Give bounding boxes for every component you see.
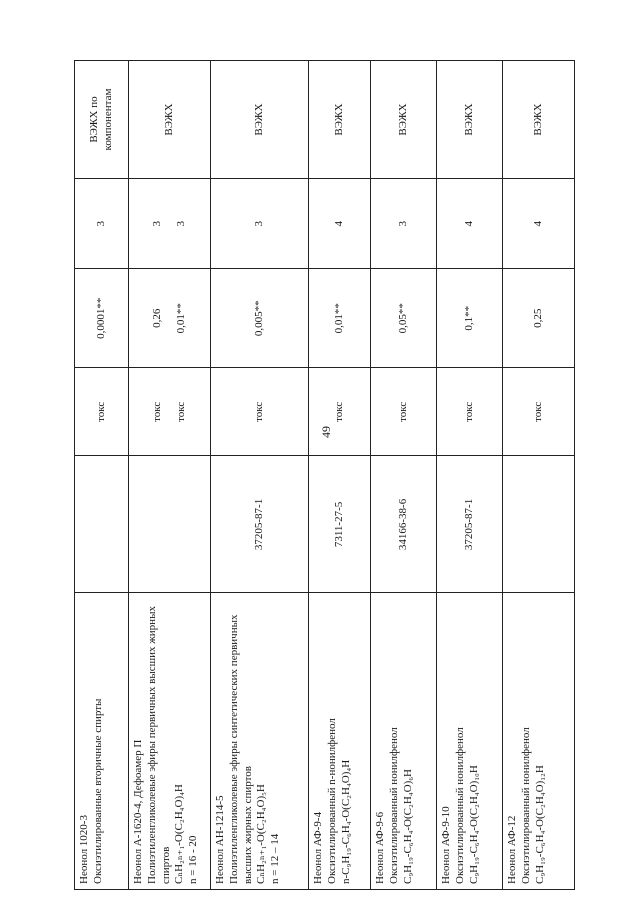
type-cell: токс	[309, 368, 371, 456]
name-line: Оксиэтилированный n-нонилфенол	[325, 718, 338, 884]
value-cell: 0,25	[503, 269, 575, 368]
value-b: 0,01**	[174, 303, 187, 334]
type-cell: токс	[371, 368, 437, 456]
name-cell	[129, 593, 211, 890]
class-a: 3	[150, 220, 163, 227]
name-cell	[437, 593, 503, 890]
table-row	[371, 61, 437, 890]
name-cell	[503, 593, 575, 890]
page-number: 49	[319, 426, 333, 438]
value-cell: 0,005**	[211, 269, 309, 368]
cas-cell: 7311-27-5	[309, 456, 371, 593]
value-cell: 0,05**	[371, 269, 437, 368]
type-cell: токс	[211, 368, 309, 456]
formula-line: C₉H₁₉-C₆H₄-O(C₂H₄O)₁₂H	[533, 765, 546, 884]
class-cell: 3	[75, 179, 129, 269]
cas-cell	[75, 456, 129, 593]
name-line: Неонол 1020-3	[78, 815, 90, 884]
hazard-cell: ВЭЖХ по компонентам	[75, 61, 129, 179]
name-line: Неонол АН-1214-5	[214, 795, 226, 884]
type-cell	[129, 368, 211, 456]
class-cell: 4	[309, 179, 371, 269]
value-cell: 0,0001**	[75, 269, 129, 368]
hazard-cell: ВЭЖХ	[371, 61, 437, 179]
name-cell	[211, 593, 309, 890]
type-cell: токс	[75, 368, 129, 456]
type-cell: токс	[437, 368, 503, 456]
hazard-cell: ВЭЖХ	[309, 61, 371, 179]
hazard-cell: ВЭЖХ	[437, 61, 503, 179]
class-cell: 4	[437, 179, 503, 269]
name-line: Неонол А-1620-4, Дефоамер П	[132, 739, 144, 884]
type-b: токс	[174, 401, 187, 422]
cas-cell: 37205-87-1	[437, 456, 503, 593]
class-b: 3	[174, 220, 187, 227]
formula-line: CₙH₂ₙ₊₁-O(C₂H₄O)₅H	[255, 784, 268, 884]
cas-cell: 37205-87-1	[211, 456, 309, 593]
value-cell: 0,01**	[309, 269, 371, 368]
formula-line: CₙH₂ₙ₊₁-O(C₂H₄O)₄H	[173, 784, 186, 884]
name-line: Неонол АФ-9-10	[440, 806, 452, 884]
table-row	[75, 61, 129, 890]
name-line: Неонол АФ-9-6	[374, 811, 386, 884]
hazard-cell: ВЭЖХ	[503, 61, 575, 179]
type-a: токс	[150, 401, 163, 422]
name-line: Оксиэтилированные вторичные спирты	[91, 698, 104, 884]
formula-line: C₉H₁₉-C₆H₄-O(C₂H₄O)₁₀H	[467, 765, 480, 884]
name-line: Неонол АФ-9-4	[312, 811, 324, 884]
formula-line: n-C₉H₁₉-C₆H₄-O(C₂H₄O)₄H	[339, 759, 352, 884]
name-line: n = 16 - 20	[187, 835, 199, 884]
substances-table	[74, 60, 575, 890]
class-cell: 4	[503, 179, 575, 269]
name-line: Полиэтиленгликолевые эфиры синтетических первичных высших жирных спиртов	[227, 614, 254, 884]
class-cell: 3	[371, 179, 437, 269]
value-a: 0,26	[150, 308, 163, 328]
table-row	[129, 61, 211, 890]
table-row	[211, 61, 309, 890]
formula-line: C₉H₁₉-C₆H₄-O(C₂H₄O)₆H	[401, 768, 414, 884]
name-line: Оксиэтилированный нонилфенол	[519, 727, 532, 884]
cas-cell	[129, 456, 211, 593]
table-row	[437, 61, 503, 890]
name-cell	[371, 593, 437, 890]
value-cell	[129, 269, 211, 368]
rotated-table-area	[74, 60, 640, 884]
name-line: Оксиэтилированный нонилфенол	[453, 727, 466, 884]
type-cell: токс	[503, 368, 575, 456]
class-cell	[129, 179, 211, 269]
value-cell: 0,1**	[437, 269, 503, 368]
name-line: Полиэтиленгликолевые эфиры первичных высших жирных спиртов	[145, 606, 172, 884]
table-row	[503, 61, 575, 890]
name-cell	[75, 593, 129, 890]
table-row	[309, 61, 371, 890]
name-line: Оксиэтилированный нонилфенол	[387, 727, 400, 884]
hazard-cell: ВЭЖХ	[211, 61, 309, 179]
hazard-cell: ВЭЖХ	[129, 61, 211, 179]
name-cell	[309, 593, 371, 890]
name-line: n = 12 – 14	[269, 833, 281, 884]
cas-cell: 34166-38-6	[371, 456, 437, 593]
table-wrap	[74, 60, 574, 890]
name-line: Неонол АФ-12	[506, 815, 518, 884]
class-cell: 3	[211, 179, 309, 269]
cas-cell	[503, 456, 575, 593]
